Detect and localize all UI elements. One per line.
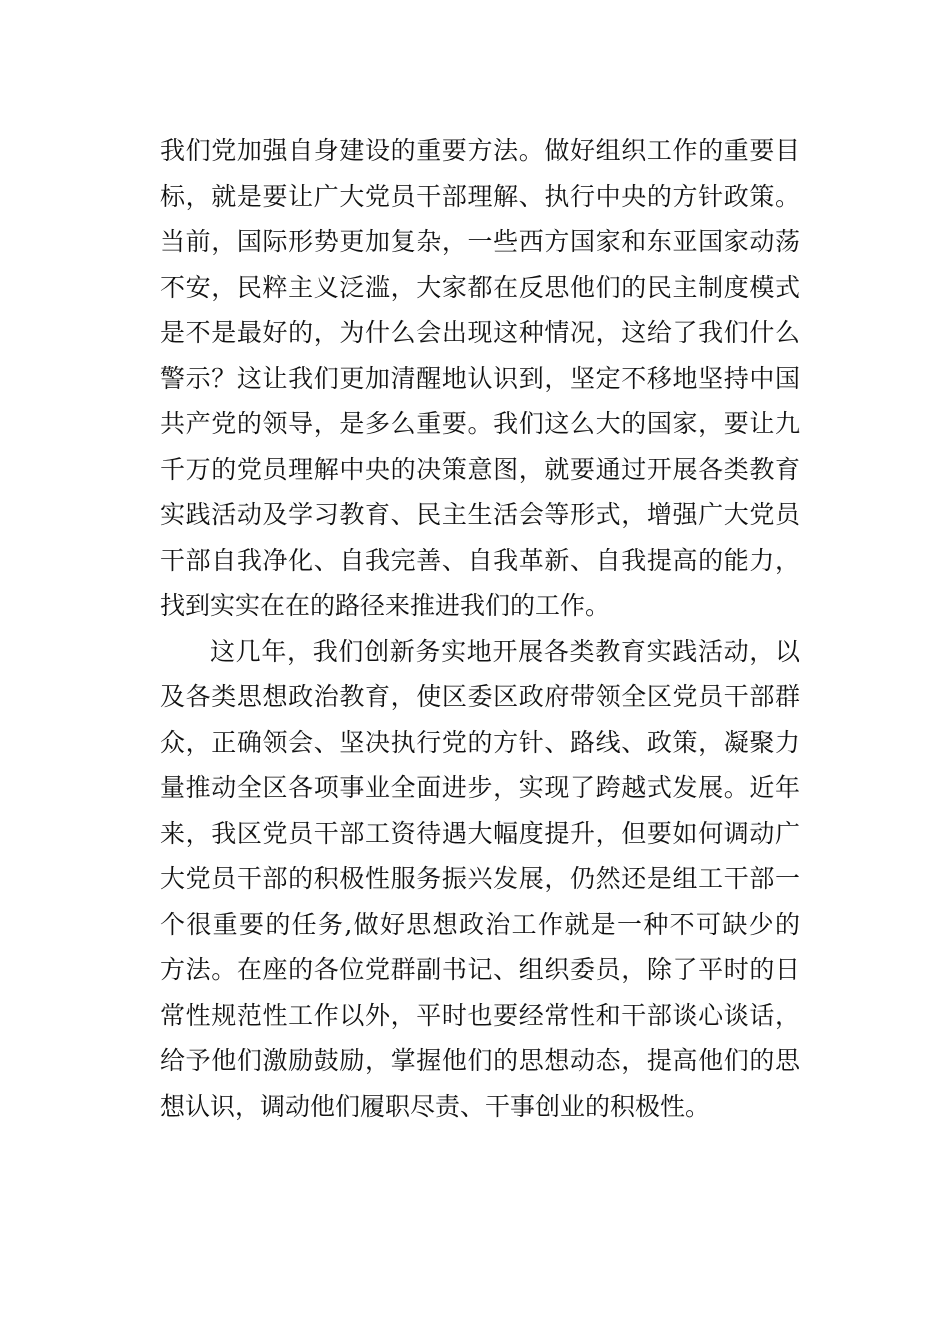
text-line: 共产党的领导，是多么重要。我们这么大的国家，要让九 xyxy=(160,409,800,438)
text-line: 我们党加强自身建设的重要方法。做好组织工作的重要目 xyxy=(160,136,800,165)
text-line: 个很重要的任务,做好思想政治工作就是一种不可缺少的 xyxy=(160,909,800,939)
text-line: 千万的党员理解中央的决策意图，就要通过开展各类教育 xyxy=(160,454,800,484)
text-line: 给予他们激励鼓励，掌握他们的思想动态，提高他们的思 xyxy=(160,1046,800,1075)
text-line: 不安，民粹主义泛滥，大家都在反思他们的民主制度模式 xyxy=(160,272,800,302)
text-line: 干部自我净化、自我完善、自我革新、自我提高的能力， xyxy=(160,545,800,575)
text-line: 这几年，我们创新务实地开展各类教育实践活动，以 xyxy=(210,636,800,666)
text-line: 警示？这让我们更加清醒地认识到，坚定不移地坚持中国 xyxy=(160,363,800,393)
text-line: 实践活动及学习教育、民主生活会等形式，增强广大党员 xyxy=(160,500,800,529)
text-line: 方法。在座的各位党群副书记、组织委员，除了平时的日 xyxy=(160,955,800,984)
text-line: 当前，国际形势更加复杂，一些西方国家和东亚国家动荡 xyxy=(160,227,800,256)
text-line: 常性规范性工作以外，平时也要经常性和干部谈心谈话， xyxy=(160,1000,800,1030)
text-line: 找到实实在在的路径来推进我们的工作。 xyxy=(160,591,611,620)
text-line: 是不是最好的，为什么会出现这种情况，这给了我们什么 xyxy=(160,318,800,347)
body-text xyxy=(160,128,800,1129)
text-line: 想认识，调动他们履职尽责、干事创业的积极性。 xyxy=(160,1091,711,1121)
text-line: 大党员干部的积极性服务振兴发展，仍然还是组工干部一 xyxy=(160,864,800,893)
paragraph-2 xyxy=(160,629,800,1130)
text-line: 来，我区党员干部工资待遇大幅度提升，但要如何调动广 xyxy=(160,818,800,848)
text-line: 及各类思想政治教育，使区委区政府带领全区党员干部群 xyxy=(160,682,800,711)
text-line: 众，正确领会、坚决执行党的方针、路线、政策，凝聚力 xyxy=(160,727,800,757)
paragraph-1 xyxy=(160,128,800,629)
text-line: 量推动全区各项事业全面进步，实现了跨越式发展。近年 xyxy=(160,773,800,802)
text-line: 标，就是要让广大党员干部理解、执行中央的方针政策。 xyxy=(160,181,800,211)
